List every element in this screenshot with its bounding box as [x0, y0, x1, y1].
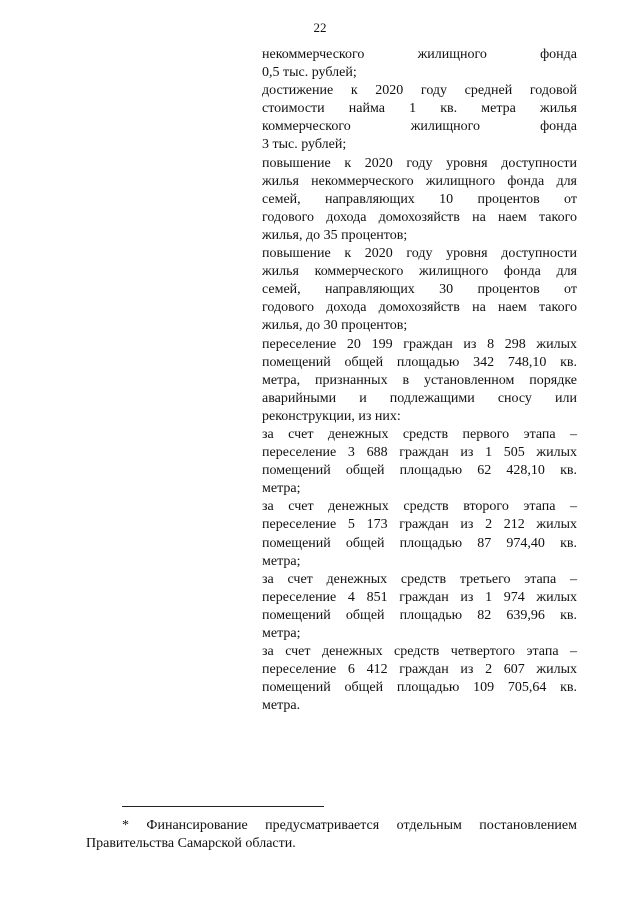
text-line: жилья некоммерческого жилищного фонда для	[262, 173, 577, 189]
paragraph	[262, 46, 577, 82]
text-line: переселение 4 851 граждан из 1 974 жилых	[262, 589, 577, 605]
text-line: жилья, до 35 процентов;	[262, 227, 408, 243]
footnote-separator	[122, 806, 324, 807]
footnote-line: Правительства Самарской области.	[86, 836, 296, 851]
text-line: за счет денежных средств второго этапа –	[262, 499, 577, 515]
paragraph	[262, 643, 577, 715]
paragraph	[262, 336, 577, 426]
paragraph	[262, 426, 577, 498]
footnote-line: * Финансирование предусматривается отдельным постановлением	[122, 818, 577, 833]
paragraph	[262, 82, 577, 154]
text-line: переселение 3 688 граждан из 1 505 жилых	[262, 445, 577, 461]
text-line: 0,5 тыс. рублей;	[262, 65, 357, 81]
text-line: переселение 5 173 граждан из 2 212 жилых	[262, 517, 577, 533]
paragraph	[262, 245, 577, 335]
text-line: годового дохода домохозяйств на наем такого	[262, 209, 577, 225]
text-line: переселение 6 412 граждан из 2 607 жилых	[262, 662, 577, 678]
text-line: достижение к 2020 году средней годовой	[262, 83, 577, 99]
footnote	[86, 817, 577, 853]
text-line: метра, признанных в установленном порядке	[262, 372, 577, 388]
text-line: 3 тыс. рублей;	[262, 137, 347, 153]
text-line: переселение 20 199 граждан из 8 298 жилых	[262, 336, 577, 352]
text-line: помещений общей площадью 82 639,96 кв.	[262, 607, 577, 623]
text-line: реконструкции, из них:	[262, 408, 401, 424]
text-line: повышение к 2020 году уровня доступности	[262, 155, 577, 171]
text-line: коммерческого жилищного фонда	[262, 119, 577, 135]
text-line: метра;	[262, 553, 301, 569]
text-line: помещений общей площадью 109 705,64 кв.	[262, 680, 577, 696]
text-line: жилья коммерческого жилищного фонда для	[262, 264, 577, 280]
text-line: за счет денежных средств первого этапа –	[262, 426, 577, 442]
text-line: метра.	[262, 698, 301, 714]
text-line: помещений общей площадью 342 748,10 кв.	[262, 354, 577, 370]
text-line: жилья, до 30 процентов;	[262, 318, 408, 334]
paragraph	[262, 155, 577, 245]
text-line: за счет денежных средств четвертого этапа –	[262, 644, 577, 660]
text-line: некоммерческого жилищного фонда	[262, 47, 577, 62]
text-line: семей, направляющих 30 процентов от	[262, 282, 577, 298]
text-line: аварийными и подлежащими сносу или	[262, 390, 577, 406]
paragraph	[262, 571, 577, 643]
text-line: повышение к 2020 году уровня доступности	[262, 246, 577, 262]
text-line: метра;	[262, 481, 301, 497]
text-line: помещений общей площадью 62 428,10 кв.	[262, 463, 577, 479]
paragraph	[262, 498, 577, 570]
text-line: семей, направляющих 10 процентов от	[262, 191, 577, 207]
text-line: за счет денежных средств третьего этапа –	[262, 571, 577, 587]
text-line: стоимости найма 1 кв. метра жилья	[262, 101, 577, 117]
text-line: метра;	[262, 626, 301, 641]
text-line: помещений общей площадью 87 974,40 кв.	[262, 535, 577, 551]
page-number: 22	[313, 20, 327, 35]
body-text	[262, 46, 577, 715]
text-line: годового дохода домохозяйств на наем такого	[262, 300, 577, 316]
